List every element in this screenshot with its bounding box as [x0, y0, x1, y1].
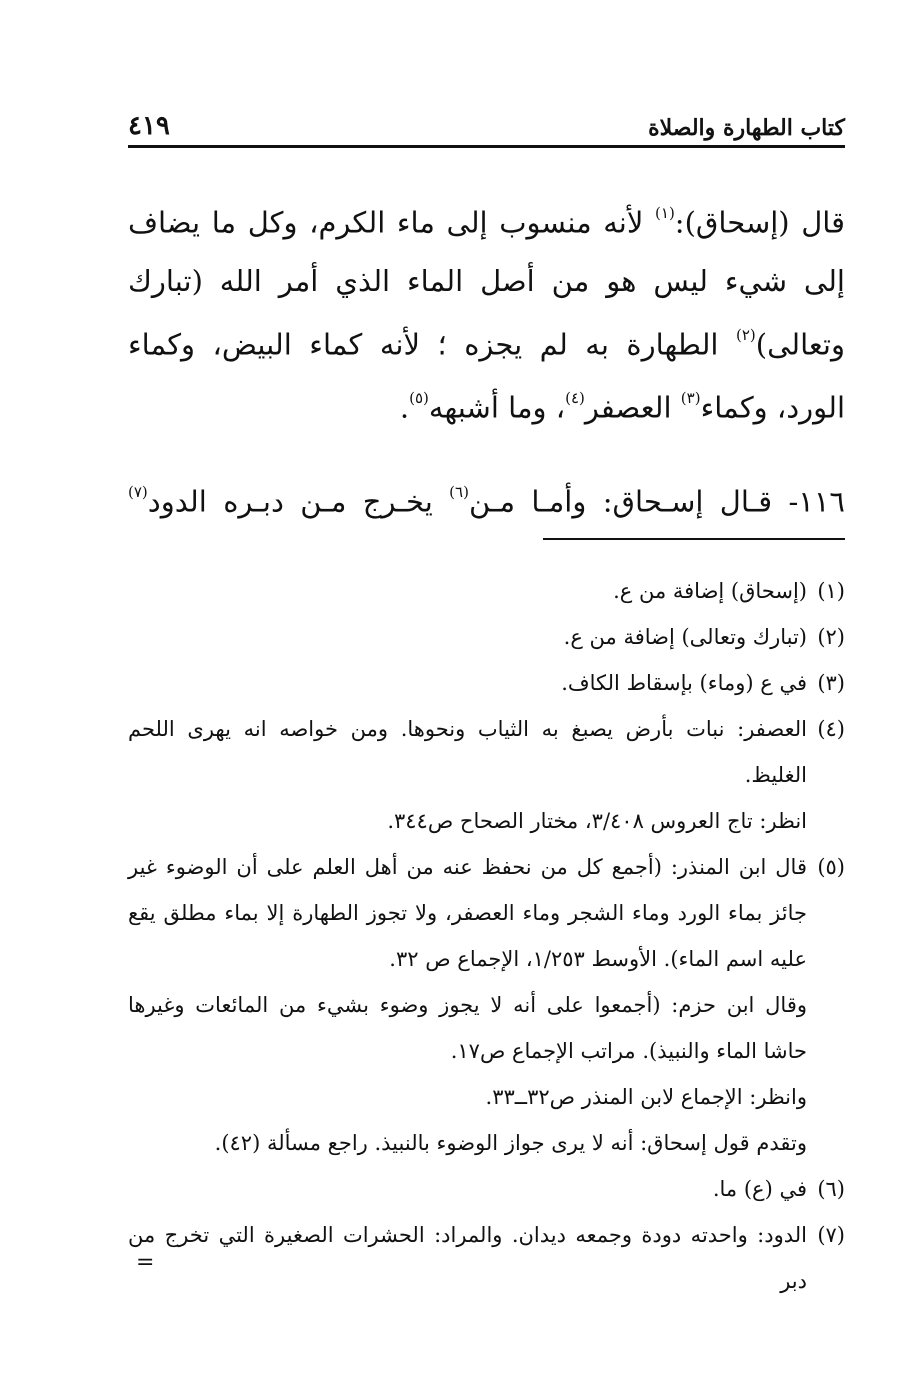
text-run: لأنه منسوب إلى ماء الكرم، وكل ما يضاف إلى شيء ليس هو من أصل الماء الذي أمر الله (تبارك وتعالى) [128, 205, 845, 362]
text-run: ١١٦- قـال إسـحاق: وأمـا مـن [468, 484, 845, 519]
footnote-ref-3: (٣) [680, 389, 701, 408]
page-header [128, 108, 845, 148]
running-title: كتاب الطهارة والصلاة [648, 115, 845, 141]
footnote-1 [128, 568, 845, 614]
footnote-2 [128, 614, 845, 660]
footnote-number: (٧) [817, 1223, 845, 1247]
continuation-mark: = [136, 1250, 155, 1275]
paragraph-ishaq-statement [128, 188, 845, 437]
footnote-text: (تبارك وتعالى) إضافة من ع. [563, 625, 807, 649]
footnote-5 [128, 844, 845, 982]
text-run: الطهارة به لم يجزه ؛ لأنه كماء البيض، وكماء الورد، وكماء [128, 327, 845, 425]
text-run: . [399, 390, 410, 425]
footnote-number: (١) [817, 579, 845, 603]
footnote-text: العصفر: نبات بأرض يصبغ به الثياب ونحوها. ومن خواصه انه يهرى اللحم الغليظ. [128, 717, 807, 787]
footnote-number: (٣) [817, 671, 845, 695]
text-run: قال (إسحاق): [674, 205, 845, 240]
footnote-number: (٥) [817, 855, 845, 879]
footnote-7 [128, 1212, 845, 1304]
footnote-text: في (ع) ما. [712, 1177, 807, 1201]
paragraph-issue-116 [128, 467, 845, 531]
footnote-text: قال ابن المنذر: (أجمع كل من نحفظ عنه من أهل العلم على أن الوضوء غير جائز بماء الورد وماء الشجر وماء العصفر، ولا تجوز الطهارة إلا بماء مطلق يقع عليه اسم الماء). الأوسط ١/٢٥٣، الإجماع ص ٣٢. [128, 855, 807, 971]
page-number: ٤١٩ [128, 111, 170, 141]
footnote-separator [543, 538, 845, 540]
footnote-5-cross-reference: وتقدم قول إسحاق: أنه لا يرى جواز الوضوء بالنبيذ. راجع مسألة (٤٢). [214, 1131, 807, 1155]
footnote-ref-1: (١) [655, 204, 675, 222]
footnote-4 [128, 706, 845, 798]
footnote-ref-6: (٦) [449, 482, 469, 501]
footnote-number: (٤) [817, 717, 845, 741]
text-run: العصفر [584, 390, 681, 425]
footnote-3 [128, 660, 845, 706]
footnote-4-reference: انظر: تاج العروس ٣/٤٠٨، مختار الصحاح ص٣٤٤. [387, 809, 807, 833]
footnote-6 [128, 1166, 845, 1212]
footnote-text: الدود: واحدته دودة وجمعه ديدان. والمراد: الحشرات الصغيرة التي تخرج من دبر [128, 1223, 807, 1293]
footnote-text: في ع (وماء) بإسقاط الكاف. [561, 671, 807, 695]
footnote-5-ibn-hazm: وقال ابن حزم: (أجمعوا على أنه لا يجوز وضوء بشيء من المائعات وغيرها حاشا الماء والنبيذ). مراتب الإجماع ص١٧. [128, 993, 807, 1063]
footnote-text: (إسحاق) إضافة من ع. [613, 579, 807, 603]
footnotes [128, 568, 845, 1304]
footnote-ref-5: (٥) [409, 389, 429, 408]
text-run: ، وما أشبهه [428, 390, 566, 425]
main-text [128, 188, 845, 531]
footnote-number: (٢) [817, 625, 845, 649]
footnote-ref-4: (٤) [565, 389, 585, 408]
footnote-number: (٦) [817, 1177, 845, 1201]
footnote-ref-7: (٧) [128, 482, 148, 501]
footnote-5-reference: وانظر: الإجماع لابن المنذر ص٣٢ــ٣٣. [485, 1085, 807, 1109]
text-run: يخـرج مـن دبـره الدود [147, 484, 450, 519]
footnote-ref-2: (٢) [735, 325, 756, 344]
